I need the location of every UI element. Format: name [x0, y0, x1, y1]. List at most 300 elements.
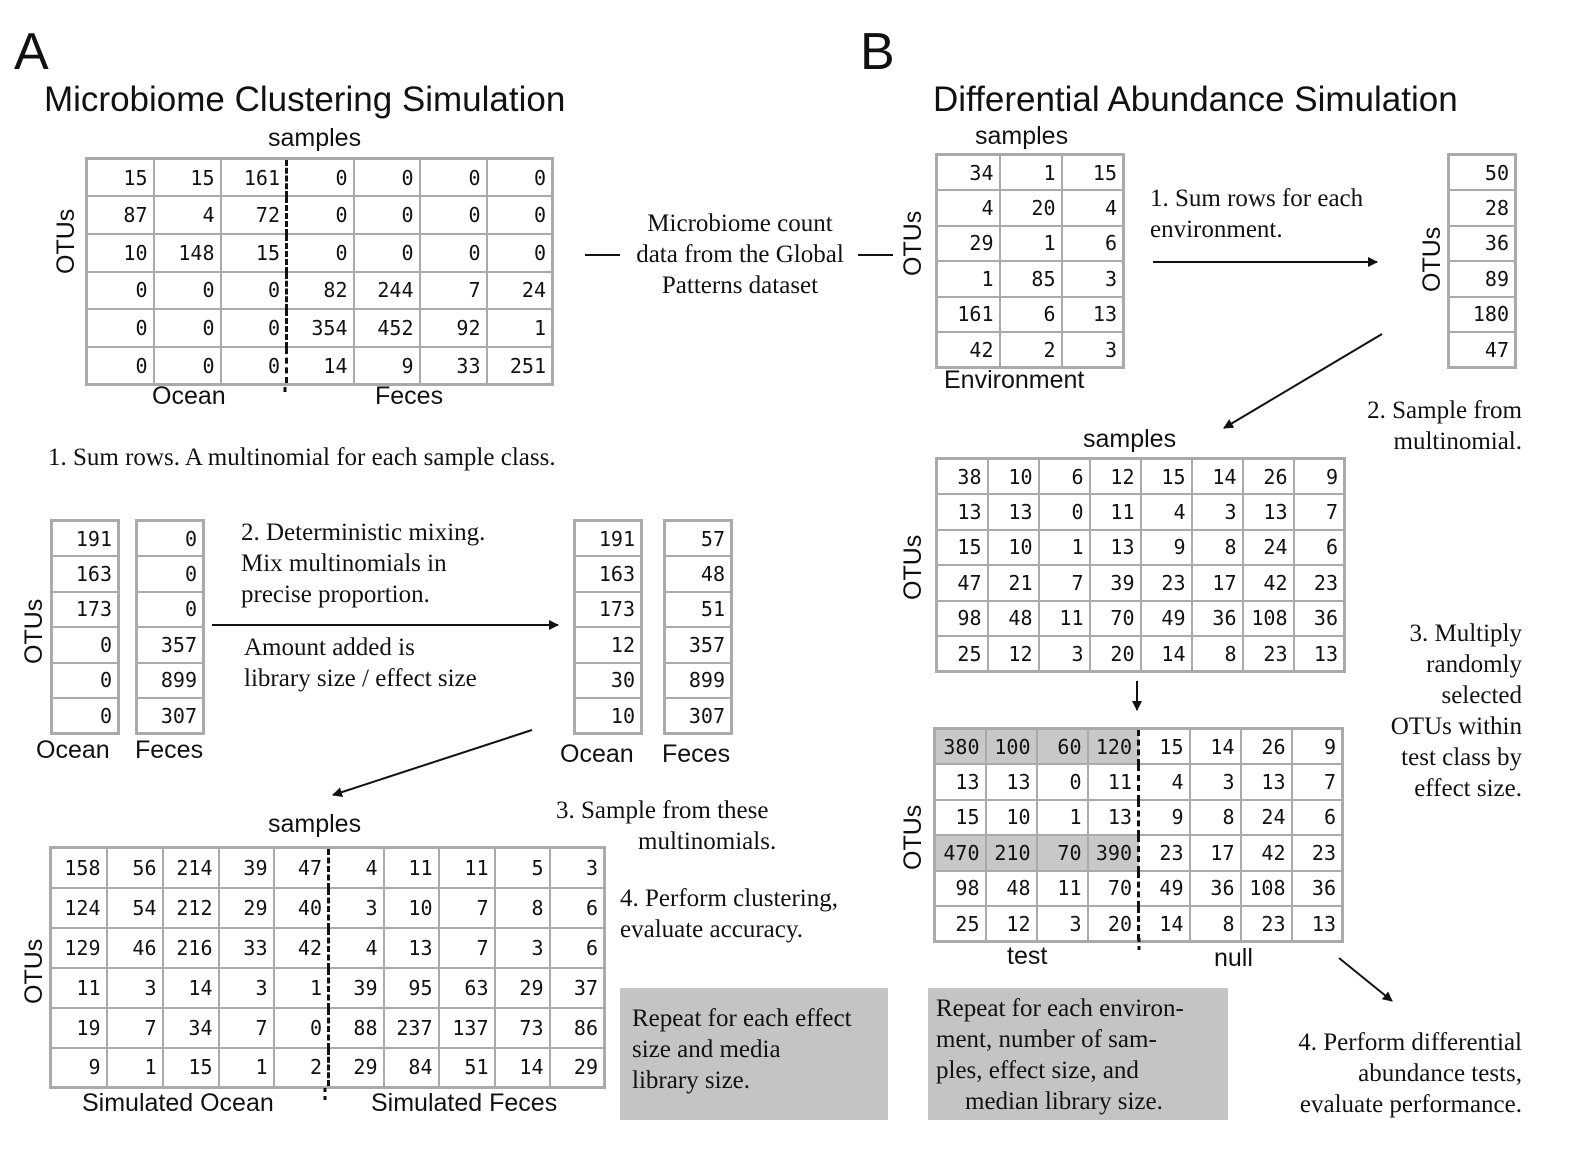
matrix-cell: 191 [575, 521, 642, 557]
matrix-cell: 17 [1190, 835, 1241, 871]
matrix-cell: 17 [1192, 565, 1243, 601]
b-mult-otus-label: OTUs [899, 804, 927, 870]
matrix-cell: 6 [1062, 226, 1124, 262]
matrix-cell: 29 [937, 226, 1000, 262]
matrix-cell: 899 [665, 663, 732, 699]
matrix-cell: 0 [137, 556, 204, 592]
matrix-cell: 13 [1241, 764, 1292, 800]
matrix-cell: 1 [107, 1048, 163, 1088]
matrix-cell: 37 [550, 968, 605, 1008]
matrix-cell: 87 [87, 196, 154, 234]
a-mixed-feces-label: Feces [662, 740, 731, 768]
matrix-cell: 3 [1037, 906, 1088, 942]
matrix-cell: 9 [1294, 459, 1345, 495]
matrix-cell: 95 [384, 968, 439, 1008]
matrix-cell: 0 [137, 592, 204, 628]
matrix-cell: 6 [1294, 530, 1345, 566]
matrix-cell: 25 [937, 636, 988, 672]
source-line-2: data from the Global [636, 241, 844, 268]
matrix-cell: 6 [550, 888, 605, 928]
matrix-cell: 11 [51, 968, 107, 1008]
matrix-cell: 148 [154, 234, 221, 272]
b-sampled-samples-label: samples [1083, 425, 1177, 453]
matrix-cell: 251 [487, 347, 553, 385]
matrix-cell: 70 [1037, 835, 1088, 871]
b-step1-line-1: 1. Sum rows for each [1150, 185, 1364, 212]
matrix-cell: 84 [384, 1048, 439, 1088]
a-mixed-ocean-label: Ocean [560, 740, 634, 768]
a-sum-otus-label: OTUs [20, 598, 48, 664]
matrix-cell: 2 [274, 1048, 329, 1088]
matrix-cell: 10 [384, 888, 439, 928]
matrix-cell: 6 [1000, 297, 1062, 333]
matrix-cell: 47 [937, 565, 988, 601]
a-sim-otus-label: OTUs [20, 938, 48, 1004]
matrix-cell: 89 [1449, 261, 1516, 297]
a-step2-note-line-1: Amount added is [244, 634, 415, 661]
matrix-cell: 56 [107, 848, 163, 888]
matrix-cell: 3 [1062, 261, 1124, 297]
a-step4-line-2: evaluate accuracy. [620, 916, 803, 943]
matrix-cell: 19 [51, 1008, 107, 1048]
matrix-cell: 7 [1039, 565, 1090, 601]
matrix-cell: 33 [420, 347, 487, 385]
matrix-cell: 7 [107, 1008, 163, 1048]
b-repeat-line-2: ment, number of sam- [936, 1026, 1157, 1053]
matrix-cell: 1 [1000, 226, 1062, 262]
matrix-cell: 161 [937, 297, 1000, 333]
matrix-cell: 29 [329, 1048, 384, 1088]
matrix-cell: 25 [935, 906, 986, 942]
matrix-cell: 36 [1190, 871, 1241, 907]
matrix-cell: 54 [107, 888, 163, 928]
a-top-samples-label: samples [268, 124, 362, 152]
matrix-cell: 0 [274, 1008, 329, 1048]
matrix-cell: 23 [1243, 636, 1294, 672]
matrix-cell: 11 [384, 848, 439, 888]
matrix-cell: 137 [439, 1008, 495, 1048]
matrix-cell: 20 [1090, 636, 1141, 672]
a-top-feces-label: Feces [375, 382, 444, 410]
a-sum-ocean-label: Ocean [36, 736, 110, 764]
matrix-cell: 11 [1037, 871, 1088, 907]
b-repeat-line-1: Repeat for each environ- [936, 995, 1184, 1022]
matrix-cell: 163 [575, 556, 642, 592]
matrix-cell: 36 [1292, 871, 1343, 907]
b-step3-line-3: selected [1441, 682, 1522, 709]
matrix-cell: 108 [1241, 871, 1292, 907]
matrix-cell: 452 [354, 309, 420, 347]
matrix-cell: 39 [1090, 565, 1141, 601]
matrix-cell: 47 [274, 848, 329, 888]
matrix-cell: 7 [439, 888, 495, 928]
matrix-cell: 13 [1292, 906, 1343, 942]
matrix-cell: 7 [1294, 494, 1345, 530]
b-step3-line-6: effect size. [1414, 775, 1522, 802]
matrix-cell: 60 [1037, 729, 1088, 765]
matrix-cell: 1 [219, 1048, 274, 1088]
a-sample-arrow [333, 730, 532, 795]
matrix-cell: 14 [1141, 636, 1192, 672]
matrix-cell: 212 [163, 888, 219, 928]
matrix-cell: 15 [221, 234, 287, 272]
b-step2-line-1: 2. Sample from [1367, 397, 1522, 424]
matrix-cell: 214 [163, 848, 219, 888]
matrix-cell: 47 [1449, 332, 1516, 368]
matrix-cell: 13 [988, 494, 1039, 530]
matrix-cell: 15 [935, 800, 986, 836]
matrix-cell: 163 [52, 556, 119, 592]
matrix-cell: 4 [329, 928, 384, 968]
matrix-cell: 0 [1037, 764, 1088, 800]
matrix-cell: 0 [1039, 494, 1090, 530]
matrix-cell: 36 [1449, 226, 1516, 262]
matrix-cell: 357 [665, 627, 732, 663]
b-test-arrow [1339, 958, 1392, 1001]
matrix-cell: 4 [329, 848, 384, 888]
matrix-cell: 2 [1000, 332, 1062, 368]
matrix-cell: 4 [1141, 494, 1192, 530]
matrix-cell: 15 [937, 530, 988, 566]
matrix-cell: 7 [439, 928, 495, 968]
b-repeat-line-3: ples, effect size, and [936, 1057, 1139, 1084]
matrix-cell: 63 [439, 968, 495, 1008]
matrix-cell: 161 [221, 159, 287, 197]
matrix-cell: 0 [354, 159, 420, 197]
matrix-cell: 0 [354, 234, 420, 272]
a-step2-note-line-2: library size / effect size [244, 665, 477, 692]
matrix-cell: 14 [495, 1048, 550, 1088]
matrix-cell: 0 [154, 272, 221, 310]
matrix-cell: 98 [935, 871, 986, 907]
matrix-cell: 100 [986, 729, 1037, 765]
matrix-cell: 1 [1000, 155, 1062, 191]
matrix-cell: 129 [51, 928, 107, 968]
matrix-cell: 4 [937, 190, 1000, 226]
matrix-cell: 51 [439, 1048, 495, 1088]
matrix-cell: 158 [51, 848, 107, 888]
matrix-cell: 0 [87, 347, 154, 385]
matrix-cell: 29 [495, 968, 550, 1008]
matrix-cell: 0 [52, 663, 119, 699]
matrix-cell: 380 [935, 729, 986, 765]
matrix-cell: 12 [575, 627, 642, 663]
matrix-cell: 11 [1090, 494, 1141, 530]
matrix-cell: 9 [1141, 530, 1192, 566]
matrix-cell: 7 [219, 1008, 274, 1048]
matrix-cell: 12 [988, 636, 1039, 672]
a-repeat-line-2: size and media [632, 1036, 781, 1063]
matrix-cell: 3 [107, 968, 163, 1008]
matrix-cell: 5 [495, 848, 550, 888]
source-line-3: Patterns dataset [661, 272, 819, 299]
b-step3-line-2: randomly [1426, 651, 1522, 678]
matrix-cell: 307 [665, 698, 732, 734]
matrix-cell: 8 [1192, 636, 1243, 672]
matrix-cell: 0 [287, 234, 354, 272]
matrix-cell: 14 [1190, 729, 1241, 765]
matrix-cell: 0 [487, 196, 553, 234]
b-environment-label: Environment [944, 366, 1085, 394]
matrix-cell: 85 [1000, 261, 1062, 297]
matrix-cell: 191 [52, 521, 119, 557]
matrix-cell: 13 [937, 494, 988, 530]
matrix-cell: 9 [1292, 729, 1343, 765]
matrix-cell: 21 [988, 565, 1039, 601]
matrix-cell: 0 [287, 196, 354, 234]
matrix-cell: 244 [354, 272, 420, 310]
a-sim-feces-label: Simulated Feces [371, 1089, 558, 1117]
matrix-cell: 48 [988, 601, 1039, 637]
matrix-cell: 15 [1141, 459, 1192, 495]
matrix-cell: 6 [550, 928, 605, 968]
a-sum-feces-label: Feces [135, 736, 204, 764]
matrix-cell: 1 [274, 968, 329, 1008]
matrix-cell: 0 [287, 159, 354, 197]
matrix-cell: 124 [51, 888, 107, 928]
a-step3-line-2: multinomials. [638, 828, 777, 855]
a-step4-line-1: 4. Perform clustering, [620, 885, 839, 912]
matrix-cell: 82 [287, 272, 354, 310]
a-repeat-line-3: library size. [632, 1067, 751, 1094]
matrix-cell: 0 [154, 309, 221, 347]
matrix-cell: 0 [487, 159, 553, 197]
matrix-cell: 4 [154, 196, 221, 234]
matrix-cell: 15 [1062, 155, 1124, 191]
matrix-cell: 9 [1139, 800, 1190, 836]
matrix-cell: 210 [986, 835, 1037, 871]
matrix-cell: 3 [1039, 636, 1090, 672]
matrix-cell: 23 [1294, 565, 1345, 601]
matrix-cell: 20 [1088, 906, 1139, 942]
matrix-cell: 13 [1062, 297, 1124, 333]
matrix-cell: 13 [1294, 636, 1345, 672]
matrix-cell: 13 [1243, 494, 1294, 530]
matrix-cell: 70 [1088, 871, 1139, 907]
source-line-1: Microbiome count [647, 210, 833, 237]
matrix-cell: 3 [329, 888, 384, 928]
matrix-cell: 10 [988, 459, 1039, 495]
matrix-cell: 14 [287, 347, 354, 385]
matrix-cell: 3 [495, 928, 550, 968]
a-sim-ocean-label: Simulated Ocean [82, 1089, 274, 1117]
matrix-cell: 46 [107, 928, 163, 968]
matrix-cell: 15 [154, 159, 221, 197]
matrix-cell: 173 [575, 592, 642, 628]
matrix-cell: 15 [1139, 729, 1190, 765]
matrix-cell: 0 [154, 347, 221, 385]
b-step3-line-5: test class by [1401, 744, 1522, 771]
matrix-cell: 38 [937, 459, 988, 495]
matrix-cell: 36 [1294, 601, 1345, 637]
matrix-cell: 13 [1090, 530, 1141, 566]
matrix-cell: 23 [1139, 835, 1190, 871]
matrix-cell: 39 [329, 968, 384, 1008]
a-step3-line-1: 3. Sample from these [556, 797, 769, 824]
matrix-cell: 13 [935, 764, 986, 800]
matrix-cell: 70 [1090, 601, 1141, 637]
matrix-cell: 0 [487, 234, 553, 272]
matrix-cell: 72 [221, 196, 287, 234]
matrix-cell: 24 [487, 272, 553, 310]
b-step1-line-2: environment. [1150, 216, 1283, 243]
matrix-cell: 20 [1000, 190, 1062, 226]
b-sample-arrow [1224, 334, 1382, 428]
matrix-cell: 34 [163, 1008, 219, 1048]
matrix-cell: 6 [1292, 800, 1343, 836]
matrix-cell: 357 [137, 627, 204, 663]
matrix-cell: 0 [420, 159, 487, 197]
matrix-cell: 9 [51, 1048, 107, 1088]
matrix-cell: 48 [986, 871, 1037, 907]
matrix-cell: 3 [1192, 494, 1243, 530]
a-step2-line-1: 2. Deterministic mixing. [241, 519, 486, 546]
matrix-cell: 14 [163, 968, 219, 1008]
matrix-cell: 13 [1088, 800, 1139, 836]
matrix-cell: 3 [1062, 332, 1124, 368]
panel-b-title: Differential Abundance Simulation [933, 80, 1458, 119]
matrix-cell: 173 [52, 592, 119, 628]
matrix-cell: 0 [354, 196, 420, 234]
matrix-cell: 11 [1039, 601, 1090, 637]
matrix-cell: 470 [935, 835, 986, 871]
b-step3-line-4: OTUs within [1390, 713, 1522, 740]
matrix-cell: 4 [1062, 190, 1124, 226]
matrix-cell: 8 [1190, 906, 1241, 942]
matrix-cell: 15 [163, 1048, 219, 1088]
matrix-cell: 354 [287, 309, 354, 347]
matrix-cell: 13 [986, 764, 1037, 800]
matrix-cell: 48 [665, 556, 732, 592]
a-repeat-line-1: Repeat for each effect [632, 1005, 852, 1032]
matrix-cell: 9 [354, 347, 420, 385]
matrix-cell: 0 [87, 272, 154, 310]
matrix-cell: 8 [1190, 800, 1241, 836]
matrix-cell: 4 [1139, 764, 1190, 800]
matrix-cell: 36 [1192, 601, 1243, 637]
matrix-cell: 8 [495, 888, 550, 928]
matrix-cell: 23 [1141, 565, 1192, 601]
matrix-cell: 49 [1139, 871, 1190, 907]
a-step1-text: 1. Sum rows. A multinomial for each sample class. [48, 444, 556, 471]
matrix-cell: 1 [1037, 800, 1088, 836]
matrix-cell: 51 [665, 592, 732, 628]
matrix-cell: 0 [420, 196, 487, 234]
panel-a-title: Microbiome Clustering Simulation [44, 80, 566, 119]
matrix-cell: 108 [1243, 601, 1294, 637]
matrix-cell: 120 [1088, 729, 1139, 765]
b-sampled-otus-label: OTUs [899, 534, 927, 600]
matrix-cell: 12 [1090, 459, 1141, 495]
matrix-cell: 42 [1243, 565, 1294, 601]
matrix-cell: 29 [550, 1048, 605, 1088]
matrix-cell: 11 [1088, 764, 1139, 800]
matrix-cell: 73 [495, 1008, 550, 1048]
matrix-cell: 42 [937, 332, 1000, 368]
matrix-cell: 24 [1241, 800, 1292, 836]
b-step2-line-2: multinomial. [1393, 428, 1522, 455]
matrix-cell: 12 [986, 906, 1037, 942]
matrix-cell: 88 [329, 1008, 384, 1048]
matrix-cell: 10 [87, 234, 154, 272]
matrix-cell: 42 [1241, 835, 1292, 871]
b-step3-line-1: 3. Multiply [1409, 620, 1522, 647]
matrix-cell: 899 [137, 663, 204, 699]
b-step4-line-1: 4. Perform differential [1298, 1029, 1522, 1056]
matrix-cell: 10 [988, 530, 1039, 566]
matrix-cell: 49 [1141, 601, 1192, 637]
matrix-cell: 23 [1241, 906, 1292, 942]
matrix-cell: 6 [1039, 459, 1090, 495]
matrix-cell: 26 [1243, 459, 1294, 495]
matrix-cell: 0 [420, 234, 487, 272]
a-step2-line-2: Mix multinomials in [241, 550, 447, 577]
matrix-cell: 29 [219, 888, 274, 928]
matrix-cell: 28 [1449, 190, 1516, 226]
matrix-cell: 390 [1088, 835, 1139, 871]
matrix-cell: 40 [274, 888, 329, 928]
b-env-otus-label: OTUs [899, 210, 927, 276]
matrix-cell: 24 [1243, 530, 1294, 566]
matrix-cell: 14 [1139, 906, 1190, 942]
matrix-cell: 0 [52, 698, 119, 734]
matrix-cell: 8 [1192, 530, 1243, 566]
matrix-cell: 86 [550, 1008, 605, 1048]
b-step4-line-3: evaluate performance. [1299, 1091, 1522, 1118]
matrix-cell: 3 [219, 968, 274, 1008]
matrix-cell: 1 [1039, 530, 1090, 566]
matrix-cell: 180 [1449, 297, 1516, 333]
a-top-ocean-label: Ocean [152, 382, 226, 410]
matrix-cell: 57 [665, 521, 732, 557]
matrix-cell: 92 [420, 309, 487, 347]
matrix-cell: 10 [986, 800, 1037, 836]
b-step4-line-2: abundance tests, [1358, 1060, 1522, 1087]
matrix-cell: 34 [937, 155, 1000, 191]
matrix-cell: 0 [52, 627, 119, 663]
b-env-samples-label: samples [975, 122, 1069, 150]
b-test-label: test [1007, 942, 1048, 970]
matrix-cell: 0 [221, 347, 287, 385]
matrix-cell: 1 [937, 261, 1000, 297]
matrix-cell: 0 [221, 309, 287, 347]
b-repeat-line-4: median library size. [965, 1088, 1163, 1115]
b-null-label: null [1214, 944, 1253, 972]
matrix-cell: 33 [219, 928, 274, 968]
matrix-cell: 0 [87, 309, 154, 347]
a-top-otus-label: OTUs [52, 208, 80, 274]
matrix-cell: 23 [1292, 835, 1343, 871]
a-step2-line-3: precise proportion. [241, 581, 430, 608]
matrix-cell: 26 [1241, 729, 1292, 765]
matrix-cell: 98 [937, 601, 988, 637]
matrix-cell: 15 [87, 159, 154, 197]
matrix-cell: 13 [384, 928, 439, 968]
matrix-cell: 216 [163, 928, 219, 968]
matrix-cell: 307 [137, 698, 204, 734]
matrix-cell: 1 [487, 309, 553, 347]
matrix-cell: 39 [219, 848, 274, 888]
matrix-cell: 237 [384, 1008, 439, 1048]
panel-b-letter: B [860, 23, 895, 81]
matrix-cell: 10 [575, 698, 642, 734]
matrix-cell: 11 [439, 848, 495, 888]
a-sim-samples-label: samples [268, 810, 362, 838]
matrix-cell: 30 [575, 663, 642, 699]
matrix-cell: 7 [1292, 764, 1343, 800]
matrix-cell: 3 [550, 848, 605, 888]
matrix-cell: 50 [1449, 155, 1516, 191]
